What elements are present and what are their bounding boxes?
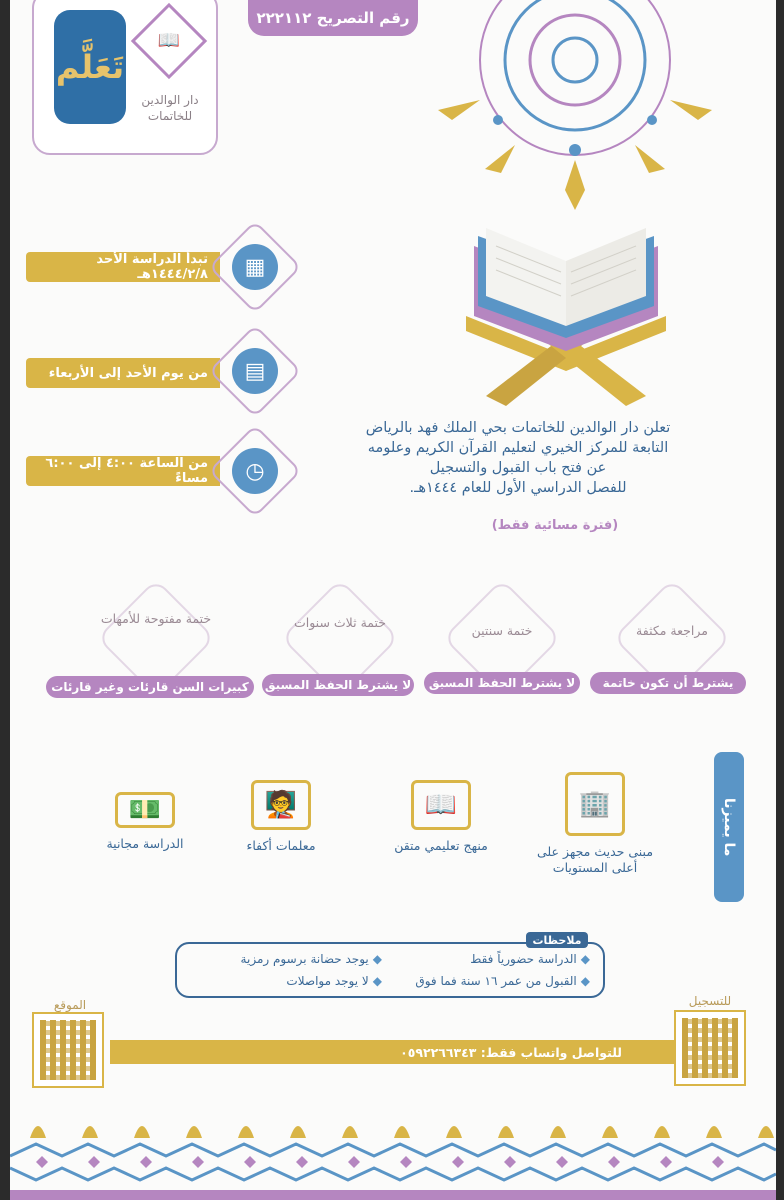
open-book-icon: 📖 [411, 780, 471, 830]
dar-logo-text: دار الوالدين للخاتمات [141, 93, 199, 123]
dar-logo-book-icon: 📖 [157, 30, 181, 51]
announcement-line-3: عن فتح باب القبول والتسجيل [429, 460, 607, 476]
announcement-line-1: تعلن دار الوالدين للخاتمات بحي الملك فهد بالرياض [365, 420, 671, 436]
calendar-icon: ▦ [232, 244, 278, 290]
feature-badge-1: مراجعة مكثفة [616, 596, 728, 686]
license-number: رقم التصريح ٢٢٢١١٢ [248, 0, 418, 36]
decorative-border [10, 1098, 776, 1200]
quran-stand-illustration [446, 206, 686, 406]
period-note: (فترة مسائية فقط) [491, 518, 619, 533]
feature-pill-3: لا يشترط الحفظ المسبق [262, 674, 414, 696]
note-4: ◆لا يوجد مواصلات [286, 974, 382, 988]
mandala-ornament [420, 0, 730, 220]
feature-badge-3: ختمة ثلاث سنوات [284, 596, 396, 686]
feature-badge-4: ختمة مفتوحة للأمهات [100, 596, 212, 686]
start-date-pill: تبدأ الدراسة الأحد ١٤٤٤/٢/٨هـ [26, 252, 220, 282]
why-item-curriculum: 📖 منهج تعليمي متقن [376, 780, 506, 854]
announcement-line-2: التابعة للمركز الخيري لتعليم القرآن الكريم وعلومه [367, 440, 669, 456]
calendar-badge [216, 228, 294, 306]
location-label: الموقع [53, 998, 87, 1012]
why-item-teachers: 🧑‍🏫 معلمات أكفاء [216, 780, 346, 854]
announcement [290, 418, 746, 498]
feature-badge-2: ختمة سنتين [446, 596, 558, 686]
flyer-sheet [10, 0, 776, 1200]
register-qr-code[interactable] [674, 1010, 746, 1086]
why-us-tab: ما يميزنا [714, 752, 744, 902]
calendar-grid-badge [216, 332, 294, 410]
feature-pill-2: لا يشترط الحفظ المسبق [424, 672, 580, 694]
announcement-line-4: للفصل الدراسي الأول للعام ١٤٤٤هـ. [409, 480, 627, 496]
contact-bar: للتواصل واتساب فقط: ٠٥٩٢٢٦٦٣٤٣ [110, 1040, 676, 1064]
building-icon: 🏢 [565, 772, 625, 836]
note-3: ◆القبول من عمر ١٦ سنة فما فوق [415, 974, 590, 988]
days-pill: من يوم الأحد إلى الأربعاء [26, 358, 220, 388]
register-label: للتسجيل [688, 994, 732, 1008]
clock-icon: ◷ [232, 448, 278, 494]
why-item-free: 💵 الدراسة مجانية [80, 792, 210, 852]
teacher-board-icon: 🧑‍🏫 [251, 780, 311, 830]
clock-badge [216, 432, 294, 510]
notes-box [175, 942, 605, 998]
notes-title: ملاحظات [526, 932, 588, 948]
feature-pill-4: كبيرات السن قارئات وغير قارئات [46, 676, 254, 698]
taam-logo: تَعَلَّم [54, 10, 126, 124]
why-item-building: 🏢 مبنى حديث مجهز على أعلى المستويات [530, 772, 660, 876]
feature-pill-1: يشترط أن تكون خاتمة [590, 672, 746, 694]
money-icon: 💵 [115, 792, 175, 828]
note-2: ◆يوجد حضانة برسوم رمزية [240, 952, 382, 966]
note-1: ◆الدراسة حضورياً فقط [470, 952, 590, 966]
calendar-grid-icon: ▤ [232, 348, 278, 394]
location-qr-code[interactable] [32, 1012, 104, 1088]
time-pill: من الساعة ٤:٠٠ إلى ٦:٠٠ مساءً [26, 456, 220, 486]
